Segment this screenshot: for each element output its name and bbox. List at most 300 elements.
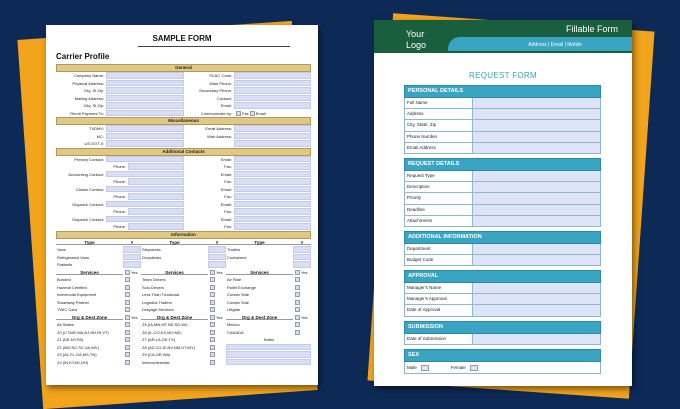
sex-section xyxy=(404,349,601,374)
general-section xyxy=(56,72,311,117)
general-header: General xyxy=(56,64,311,72)
zone-cell xyxy=(56,359,141,366)
field-label: Mailing Address: xyxy=(74,95,104,101)
logo-line-2: Logo xyxy=(406,40,427,50)
request-details-section xyxy=(404,158,601,227)
communicate-options xyxy=(234,110,311,117)
text-field[interactable] xyxy=(106,125,184,132)
fax-field[interactable] xyxy=(234,193,311,200)
count-field[interactable] xyxy=(293,246,311,253)
input-field[interactable] xyxy=(473,244,600,254)
info-row xyxy=(56,276,311,284)
notes-field[interactable] xyxy=(226,344,311,351)
text-field[interactable] xyxy=(106,102,184,109)
fax-label: Fax: xyxy=(224,209,232,214)
text-field[interactable] xyxy=(106,80,184,87)
service-label: Curtain Side xyxy=(226,291,293,298)
zone-checkbox[interactable] xyxy=(210,360,215,365)
input-field[interactable] xyxy=(473,216,600,226)
service-checkbox[interactable] xyxy=(210,277,215,282)
field-label: Date of Approval xyxy=(405,305,473,315)
zone-cell xyxy=(226,359,311,366)
contacts-section xyxy=(56,156,311,231)
contact-row xyxy=(56,208,311,216)
zone-cell xyxy=(141,344,226,351)
fax-field[interactable] xyxy=(234,208,311,215)
type-cell xyxy=(141,254,226,261)
text-field[interactable] xyxy=(234,72,311,79)
field-label: Request Type xyxy=(405,171,473,181)
zone-label: Z9 (CA,OR,WA) xyxy=(141,351,208,358)
information-section xyxy=(56,239,311,367)
misc-row xyxy=(56,140,311,148)
service-checkbox[interactable] xyxy=(295,300,300,305)
type-cell xyxy=(56,261,141,268)
service-cell xyxy=(141,299,226,306)
email-label: Email: xyxy=(220,156,232,162)
misc-row xyxy=(56,125,311,133)
yes-label: Yes xyxy=(301,269,308,275)
count-field[interactable] xyxy=(208,261,226,268)
type-header: Type xyxy=(141,239,208,246)
yes-label: Yes xyxy=(301,314,308,320)
service-check xyxy=(208,299,226,306)
form-row xyxy=(404,294,601,305)
input-field[interactable] xyxy=(473,294,600,304)
service-check xyxy=(208,306,226,313)
zone-header: Org & Dest Zone xyxy=(141,314,208,321)
zone-cell xyxy=(226,336,311,343)
contact-label: Accounting Contact: xyxy=(68,171,104,177)
additional-info-header: ADDITIONAL INFORMATION xyxy=(404,231,601,244)
zone-cell xyxy=(141,329,226,336)
service-checkbox[interactable] xyxy=(210,292,215,297)
service-cell xyxy=(226,284,311,291)
zone-check xyxy=(208,344,226,351)
zone-checkbox[interactable] xyxy=(295,330,300,335)
text-field[interactable] xyxy=(234,133,311,140)
carrier-profile-heading: Carrier Profile xyxy=(56,52,110,61)
service-checkbox[interactable] xyxy=(125,307,130,312)
field-label: Phone Number xyxy=(405,132,473,142)
contact-name-field[interactable] xyxy=(106,156,184,163)
request-details-header: REQUEST DETAILS xyxy=(404,158,601,171)
yes-checkbox[interactable] xyxy=(125,315,130,320)
zone-checkbox[interactable] xyxy=(125,322,130,327)
service-checkbox[interactable] xyxy=(295,307,300,312)
service-cell xyxy=(226,291,311,298)
yes-header xyxy=(123,269,141,276)
male-checkbox[interactable] xyxy=(421,365,429,371)
zone-check xyxy=(208,329,226,336)
zone-check xyxy=(123,351,141,358)
text-field[interactable] xyxy=(106,72,184,79)
count-field[interactable] xyxy=(123,261,141,268)
input-field[interactable] xyxy=(473,109,600,119)
count-field[interactable] xyxy=(293,254,311,261)
field-label: Address xyxy=(405,109,473,119)
fillable-form-tab: Fillable Form xyxy=(452,20,632,37)
service-check xyxy=(208,291,226,298)
count-field[interactable] xyxy=(208,246,226,253)
service-cell xyxy=(56,284,141,291)
contact-row xyxy=(56,178,311,186)
type-header: Type xyxy=(226,239,293,246)
info-row xyxy=(56,299,311,307)
notes-field[interactable] xyxy=(226,351,311,358)
contact-row xyxy=(56,163,311,171)
zone-check xyxy=(208,359,226,366)
zone-checkbox[interactable] xyxy=(210,330,215,335)
service-check xyxy=(293,284,311,291)
zone-check xyxy=(208,351,226,358)
zone-cell xyxy=(141,351,226,358)
email-field[interactable] xyxy=(234,201,311,208)
email-field[interactable] xyxy=(234,156,311,163)
count-field[interactable] xyxy=(293,261,311,268)
type-label: Trailers xyxy=(226,246,293,253)
count-field[interactable] xyxy=(123,254,141,261)
form-row xyxy=(404,244,601,255)
contact-name-field[interactable] xyxy=(106,201,184,208)
zone-checkbox[interactable] xyxy=(125,337,130,342)
service-label: Hazmat Certified xyxy=(56,284,123,291)
field-label: US DOT #: xyxy=(84,141,104,146)
zone-checkbox[interactable] xyxy=(210,352,215,357)
text-field[interactable] xyxy=(234,125,311,132)
info-row xyxy=(56,329,311,337)
yes-checkbox[interactable] xyxy=(210,270,215,275)
contact-label: Dispatch Contact: xyxy=(72,216,104,222)
form-row xyxy=(404,305,601,316)
info-row xyxy=(56,284,311,292)
zone-label: CANADA xyxy=(226,329,293,336)
email-field[interactable] xyxy=(234,171,311,178)
services-header: Services xyxy=(56,269,123,276)
contact-row xyxy=(56,186,311,194)
type-label xyxy=(226,261,293,268)
fax-field[interactable] xyxy=(234,178,311,185)
input-field[interactable] xyxy=(473,255,600,265)
service-check xyxy=(123,276,141,283)
title-rule xyxy=(138,46,290,47)
input-field[interactable] xyxy=(473,171,600,181)
phone-field[interactable] xyxy=(128,193,184,200)
zone-cell xyxy=(141,321,226,328)
contact-name-field[interactable] xyxy=(106,216,184,223)
field-label: Department xyxy=(405,244,473,254)
form-row xyxy=(404,109,601,120)
email-label: Email: xyxy=(220,171,232,177)
text-field[interactable] xyxy=(106,95,184,102)
form-row xyxy=(404,98,601,109)
services-header-cell xyxy=(56,269,141,276)
general-row xyxy=(56,102,311,110)
info-row xyxy=(56,239,311,247)
form-row xyxy=(404,143,601,154)
input-field[interactable] xyxy=(473,334,600,344)
zone-cell xyxy=(56,321,141,328)
zone-cell xyxy=(141,336,226,343)
service-check xyxy=(208,276,226,283)
information-header: Information xyxy=(56,231,311,239)
text-field[interactable] xyxy=(234,87,311,94)
misc-section xyxy=(56,125,311,148)
field-label: City, St Zip: xyxy=(83,88,104,93)
contact-label: Dispatch Contact: xyxy=(72,201,104,207)
info-row xyxy=(56,344,311,352)
service-label: Pallet Exchange xyxy=(226,284,293,291)
field-label: Web Address: xyxy=(207,133,232,139)
female-label: Female xyxy=(450,365,466,370)
zone-checkbox[interactable] xyxy=(125,345,130,350)
email-checkbox[interactable] xyxy=(250,111,255,116)
service-cell xyxy=(141,276,226,283)
contact-name-field[interactable] xyxy=(106,186,184,193)
field-label: Email Address xyxy=(405,143,473,153)
type-label: Vans xyxy=(56,246,123,253)
general-row xyxy=(56,95,311,103)
service-label: Less Than Truckload xyxy=(141,291,208,298)
zone-check xyxy=(293,329,311,336)
services-header-cell xyxy=(141,269,226,276)
service-check xyxy=(123,306,141,313)
type-label xyxy=(141,261,208,268)
info-row xyxy=(56,314,311,322)
zone-checkbox[interactable] xyxy=(125,360,130,365)
service-checkbox[interactable] xyxy=(125,277,130,282)
field-label: City, St Zip: xyxy=(83,103,104,108)
approval-header: APPROVAL xyxy=(404,270,601,283)
phone-field[interactable] xyxy=(128,208,184,215)
service-label: Curtain Side xyxy=(226,299,293,306)
type-header: Type xyxy=(56,239,123,246)
service-label: Bonded xyxy=(56,276,123,283)
text-field[interactable] xyxy=(106,133,184,140)
email-field[interactable] xyxy=(234,216,311,223)
service-checkbox[interactable] xyxy=(125,300,130,305)
contact-row xyxy=(56,171,311,179)
zone-label: Z4 (IN,KY,MI,OH) xyxy=(56,359,123,366)
phone-label: Phone: xyxy=(113,164,126,169)
zone-checkbox[interactable] xyxy=(210,322,215,327)
zone-checkbox[interactable] xyxy=(295,322,300,327)
count-header: # xyxy=(208,239,226,246)
request-form-title: REQUEST FORM xyxy=(469,71,537,80)
email-label: Email: xyxy=(220,201,232,207)
input-field[interactable] xyxy=(473,283,600,293)
text-field[interactable] xyxy=(106,87,184,94)
sample-form-title: SAMPLE FORM xyxy=(152,34,212,43)
service-cell xyxy=(226,276,311,283)
zone-checkbox[interactable] xyxy=(125,330,130,335)
service-checkbox[interactable] xyxy=(210,307,215,312)
yes-checkbox[interactable] xyxy=(125,270,130,275)
type-label: Containers xyxy=(226,254,293,261)
input-field[interactable] xyxy=(473,120,600,130)
email-label: Email xyxy=(255,110,266,116)
field-label: Email: xyxy=(220,103,232,108)
type-header-cell xyxy=(56,239,141,246)
phone-field[interactable] xyxy=(128,163,184,170)
contact-name-field[interactable] xyxy=(106,171,184,178)
zone-header-cell xyxy=(226,314,311,321)
field-label xyxy=(184,140,234,147)
field-label: Company Name: xyxy=(73,73,104,78)
phone-field[interactable] xyxy=(128,223,184,230)
zone-cell xyxy=(56,336,141,343)
field-label: Deadline xyxy=(405,205,473,215)
service-label: Intermodal Equipment xyxy=(56,291,123,298)
zone-label: Mexico xyxy=(226,321,293,328)
zone-header-cell xyxy=(141,314,226,321)
type-cell xyxy=(56,254,141,261)
field-label: Priority xyxy=(405,193,473,203)
service-check xyxy=(123,299,141,306)
zone-checkbox[interactable] xyxy=(210,345,215,350)
yes-checkbox[interactable] xyxy=(295,315,300,320)
text-field[interactable] xyxy=(234,102,311,109)
form-row xyxy=(404,334,601,345)
input-field[interactable] xyxy=(473,182,600,192)
yes-checkbox[interactable] xyxy=(295,270,300,275)
zone-check xyxy=(208,336,226,343)
field-label: MC: xyxy=(96,133,104,139)
input-field[interactable] xyxy=(473,143,600,153)
contact-row xyxy=(56,216,311,224)
service-label: Team Drivers xyxy=(141,276,208,283)
service-label: Air Ride xyxy=(226,276,293,283)
fax-label: Fax: xyxy=(224,164,232,169)
field-label: Attachments xyxy=(405,216,473,226)
type-cell xyxy=(141,246,226,253)
info-row xyxy=(56,351,311,359)
service-checkbox[interactable] xyxy=(295,285,300,290)
field-label: Full Name xyxy=(405,98,473,108)
personal-details-header: PERSONAL DETAILS xyxy=(404,85,601,98)
yes-checkbox[interactable] xyxy=(210,315,215,320)
service-label: Solo Drivers xyxy=(141,284,208,291)
service-checkbox[interactable] xyxy=(125,292,130,297)
form-row xyxy=(404,205,601,216)
service-checkbox[interactable] xyxy=(295,277,300,282)
type-cell xyxy=(56,246,141,253)
text-field[interactable] xyxy=(106,110,184,117)
contact-strip: Address | Email | Mobile xyxy=(448,37,632,51)
service-cell xyxy=(56,306,141,313)
text-field[interactable] xyxy=(234,80,311,87)
service-check xyxy=(293,306,311,313)
yes-header xyxy=(293,269,311,276)
service-cell xyxy=(226,299,311,306)
zone-check xyxy=(293,321,311,328)
count-field[interactable] xyxy=(123,246,141,253)
carrier-profile-sheet xyxy=(46,25,318,385)
services-header: Services xyxy=(226,269,293,276)
zone-cell xyxy=(56,329,141,336)
submission-section xyxy=(404,321,601,345)
fax-field[interactable] xyxy=(234,163,311,170)
type-label: Dropdecks xyxy=(141,254,208,261)
email-label: Email: xyxy=(220,186,232,192)
service-check xyxy=(293,299,311,306)
zone-cell xyxy=(226,351,311,358)
field-label: Main Phone: xyxy=(209,80,232,86)
text-field[interactable] xyxy=(234,140,311,147)
count-field[interactable] xyxy=(208,254,226,261)
zone-check xyxy=(123,359,141,366)
phone-label: Phone: xyxy=(113,209,126,214)
misc-header: Miscellaneous xyxy=(56,117,311,125)
phone-label: Phone: xyxy=(113,224,126,229)
service-cell xyxy=(56,299,141,306)
form-row xyxy=(404,171,601,182)
contact-row xyxy=(56,223,311,231)
phone-field[interactable] xyxy=(128,178,184,185)
type-label: Stepdecks xyxy=(141,246,208,253)
zone-check xyxy=(208,321,226,328)
text-field[interactable] xyxy=(234,95,311,102)
zone-header-cell xyxy=(56,314,141,321)
email-field[interactable] xyxy=(234,186,311,193)
zone-label: Z2 (MD,NC,SC,VA,WV) xyxy=(56,344,123,351)
notes-label: Notes xyxy=(226,336,311,343)
text-field[interactable] xyxy=(106,140,184,147)
logo-placeholder xyxy=(406,29,426,51)
fax-checkbox[interactable] xyxy=(236,111,241,116)
field-label: Date of Submission xyxy=(405,334,473,344)
female-checkbox[interactable] xyxy=(470,365,478,371)
input-field[interactable] xyxy=(473,132,600,142)
zone-cell xyxy=(141,359,226,366)
zone-checkbox[interactable] xyxy=(210,337,215,342)
service-check xyxy=(208,284,226,291)
fax-label: Fax: xyxy=(224,179,232,184)
form-row xyxy=(404,216,601,227)
zone-label: Z0 (CT,ME,MA,NJ,NH,RI,VT) xyxy=(56,329,123,336)
zone-label: Z1 (DE,NY,PA) xyxy=(56,336,123,343)
yes-header xyxy=(208,269,226,276)
field-label: Physical Address: xyxy=(72,80,104,86)
notes-field[interactable] xyxy=(226,359,311,366)
service-check xyxy=(293,291,311,298)
count-header: # xyxy=(123,239,141,246)
service-checkbox[interactable] xyxy=(125,285,130,290)
info-row xyxy=(56,291,311,299)
service-checkbox[interactable] xyxy=(210,300,215,305)
zone-label: Intercontinental xyxy=(141,359,208,366)
zone-checkbox[interactable] xyxy=(125,352,130,357)
fax-field[interactable] xyxy=(234,223,311,230)
input-field[interactable] xyxy=(473,98,600,108)
service-checkbox[interactable] xyxy=(295,292,300,297)
input-field[interactable] xyxy=(473,205,600,215)
yes-header xyxy=(123,314,141,321)
input-field[interactable] xyxy=(473,193,600,203)
input-field[interactable] xyxy=(473,305,600,315)
service-check xyxy=(123,291,141,298)
contacts-header: Additional Contacts xyxy=(56,148,311,156)
zone-label: Z7 (AR,LA,OK,TX) xyxy=(141,336,208,343)
zone-cell xyxy=(56,344,141,351)
service-checkbox[interactable] xyxy=(210,285,215,290)
zone-header: Org & Dest Zone xyxy=(226,314,293,321)
form-row xyxy=(404,283,601,294)
phone-label: Phone: xyxy=(113,194,126,199)
general-row xyxy=(56,80,311,88)
misc-row xyxy=(56,133,311,141)
zone-cell xyxy=(226,344,311,351)
